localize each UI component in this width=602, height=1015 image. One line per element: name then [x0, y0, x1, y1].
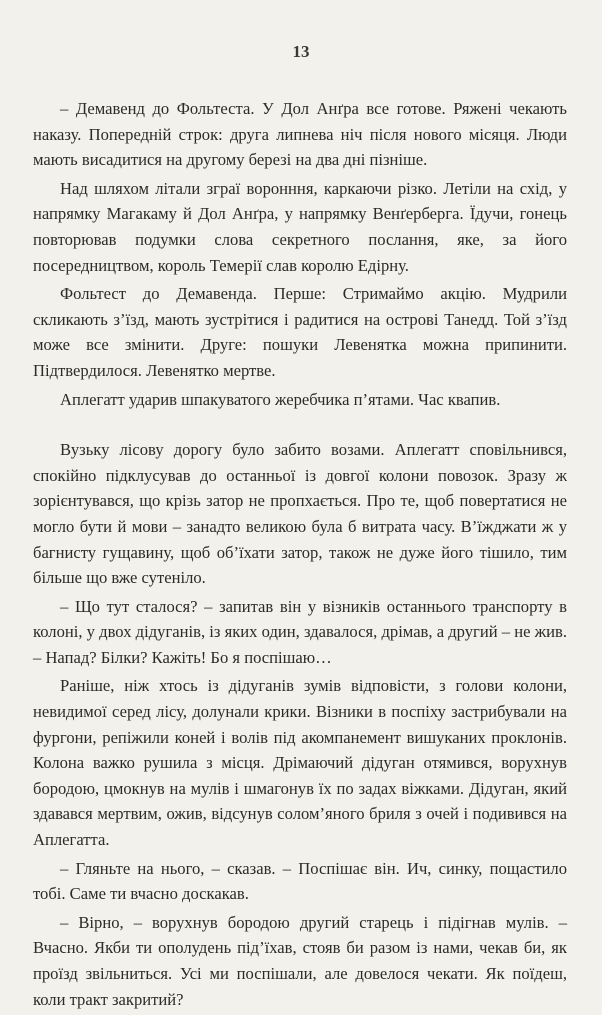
paragraph: – Що тут сталося? – запитав він у візників останнього транспорту в колоні, у двох дідуганів, із яких один, здавалося, дрімав, а другий – не жив. – Напад? Білки? Кажіть! Бо я поспішаю…: [33, 596, 567, 667]
paragraph: Над шляхом літали зграї воронння, каркаючи різко. Летіли на схід, у напрямку Магакаму й Дол Анґра, у напрямку Венґерберга. Їдучи, гонець повторював подумки слова секретного послання, яке, за його посередництвом, король Темерії слав королю Едірну.: [33, 178, 567, 275]
section-break: [33, 415, 567, 437]
page-number: 13: [292, 42, 310, 61]
paragraph: – Вірно, – ворухнув бородою другий старець і підігнав мулів. – Вчасно. Якби ти ополудень під’їхав, стояв би разом із нами, чекав би, як проїзд звільниться. Усі ми поспішали, але довелося чекати. Як поїдеш, коли тракт закритий?: [33, 912, 567, 1009]
paragraph: Вузьку лісову дорогу було забито возами. Аплегатт сповільнився, спокійно підклусував до останньої із довгої колони повозок. Зразу ж зорієнтувався, що крізь затор не пропхається. Про те, щоб повертатися не могло бути й мови – занадто великою була б витрата часу. В’їжджати ж у багнисту гущавину, щоб об’їхати затор, також не дуже його тішило, тим більше що вже сутеніло.: [33, 440, 567, 588]
paragraph: Раніше, ніж хтось із дідуганів зумів відповісти, з голови колони, невидимої серед лісу, долунали крики. Візники в поспіху застрибували на фургони, репіжили коней і волів під акомпанемент вишуканих проклонів. Колона важко рушила з місця. Дрімаючий дідуган отямився, ворухнув бородою, цмокнув на мулів і шмагонув їх по задах віжками. Дідуган, який здавався мертвим, ожив, відсунув солом’яного бриля з очей і подивився на Аплегатта.: [33, 676, 567, 850]
paragraph: – Демавенд до Фольтеста. У Дол Анґра все готове. Ряжені чекають наказу. Попередній строк: друга липнева ніч після нового місяця. Люди мають висадитися на другому березі на два дні пізніше.: [33, 99, 567, 170]
body-text: [33, 96, 567, 1015]
paragraph: Аплегатт ударив шпакуватого жеребчика п’ятами. Час квапив.: [60, 389, 501, 409]
paragraph: – Гляньте на нього, – сказав. – Поспішає він. Ич, синку, пощастило тобі. Саме ти вчасно доскакав.: [33, 858, 567, 904]
paragraph: Фольтест до Демавенда. Перше: Стримаймо акцію. Мудрили скликають з’їзд, мають зустрітися і радитися на острові Танедд. Той з’їзд може все змінити. Друге: пошуки Левенятка можна припинити. Підтвердилося. Левенятко мертве.: [33, 284, 567, 380]
